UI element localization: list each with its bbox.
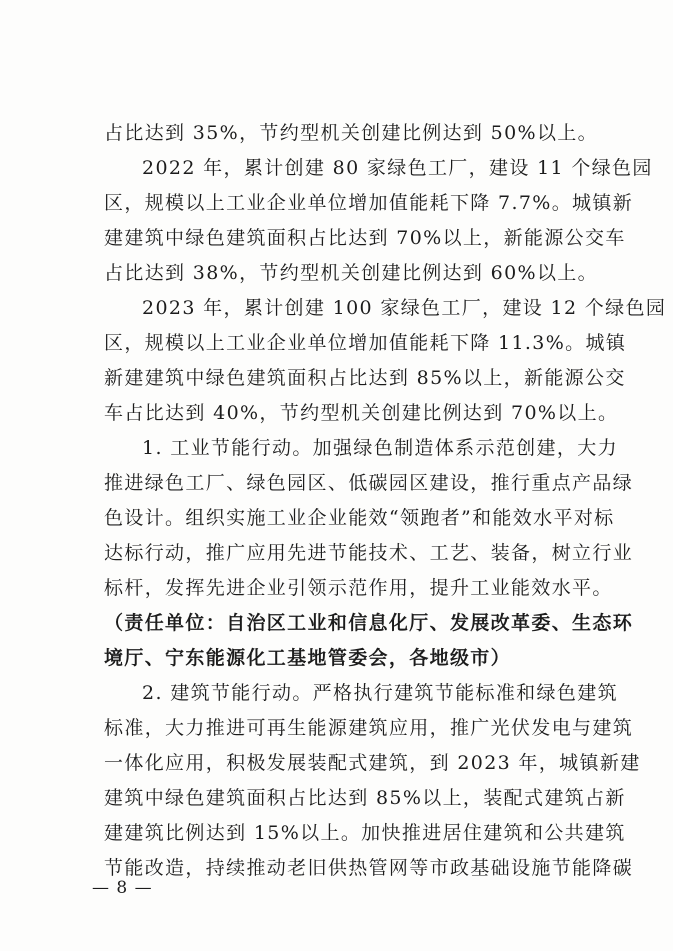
paragraph-2023-start: 2023 年，累计创建 100 家绿色工厂，建设 12 个绿色园 <box>142 297 667 319</box>
text-line: 达标行动，推广应用先进节能技术、工艺、装备，树立行业 <box>104 542 634 564</box>
paragraph-2022-start: 2022 年，累计创建 80 家绿色工厂，建设 11 个绿色园 <box>142 157 653 179</box>
text-line: 节能改造，持续推动老旧供热管网等市政基础设施节能降碳 <box>104 857 634 879</box>
page-number: — 8 — <box>92 878 153 898</box>
responsible-units-line: （责任单位：自治区工业和信息化厅、发展改革委、生态环 <box>104 612 634 634</box>
section-1-industrial-energy: 1. 工业节能行动。加强绿色制造体系示范创建，大力 <box>142 437 618 459</box>
text-line: 建建筑中绿色建筑面积占比达到 70%以上，新能源公交车 <box>104 227 626 249</box>
text-line: 色设计。组织实施工业企业能效“领跑者”和能效水平对标 <box>104 507 615 529</box>
text-line: 区，规模以上工业企业单位增加值能耗下降 11.3%。城镇 <box>104 332 627 354</box>
text-line: 车占比达到 40%，节约型机关创建比例达到 70%以上。 <box>104 402 619 424</box>
text-line: 建建筑比例达到 15%以上。加快推进居住建筑和公共建筑 <box>104 822 626 844</box>
text-line: 标准，大力推进可再生能源建筑应用，推广光伏发电与建筑 <box>104 717 634 739</box>
text-line: 占比达到 35%，节约型机关创建比例达到 50%以上。 <box>104 122 598 144</box>
section-2-building-energy: 2. 建筑节能行动。严格执行建筑节能标准和绿色建筑 <box>142 682 618 704</box>
text-line: 新建建筑中绿色建筑面积占比达到 85%以上，新能源公交 <box>104 367 626 389</box>
text-line: 一体化应用，积极发展装配式建筑，到 2023 年，城镇新建 <box>104 752 641 774</box>
text-line: 占比达到 38%，节约型机关创建比例达到 60%以上。 <box>104 262 598 284</box>
text-line: 区，规模以上工业企业单位增加值能耗下降 7.7%。城镇新 <box>104 192 634 214</box>
responsible-units-line: 境厅、宁东能源化工基地管委会，各地级市） <box>104 647 512 669</box>
text-line: 推进绿色工厂、绿色园区、低碳园区建设，推行重点产品绿 <box>104 472 634 494</box>
text-line: 建筑中绿色建筑面积占比达到 85%以上，装配式建筑占新 <box>104 787 626 809</box>
text-line: 标杆，发挥先进企业引领示范作用，提升工业能效水平。 <box>104 577 613 599</box>
